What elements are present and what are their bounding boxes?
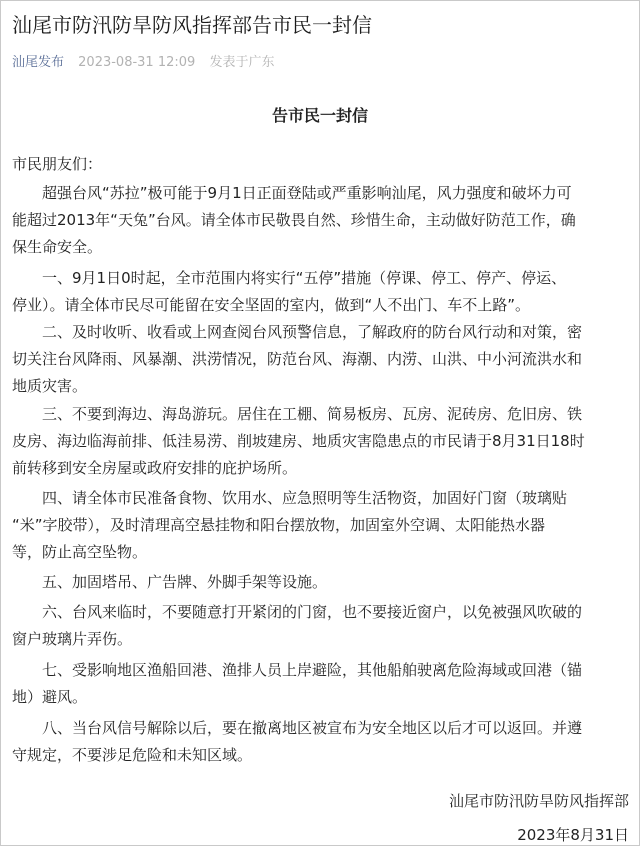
- paragraph-item-1: [12, 265, 566, 319]
- paragraph-line: 地）避风。: [12, 688, 88, 706]
- paragraph-line: 一、9月1日0时起，全市范围内将实行“五停”措施（停课、停工、停产、停运、: [12, 269, 567, 287]
- article-meta: [12, 53, 284, 73]
- letter-greeting: 市民朋友们：: [12, 155, 103, 173]
- paragraph-intro: [12, 180, 576, 261]
- paragraph-line: 超强台风“苏拉”极可能于9月1日正面登陆或严重影响汕尾，风力强度和破坏力可: [12, 184, 572, 202]
- letter-date: 2023年8月31日: [517, 826, 629, 844]
- paragraph-line: 八、当台风信号解除以后，要在撤离地区被宣布为安全地区以后才可以返回。并遵: [12, 719, 583, 737]
- paragraph-line: 切关注台风降雨、风暴潮、洪涝情况，防范台风、海潮、内涝、山洪、中小河流洪水和: [12, 350, 583, 368]
- paragraph-line: 三、不要到海边、海岛游玩。居住在工棚、简易板房、瓦房、泥砖房、危旧房、铁: [12, 405, 583, 423]
- paragraph-item-2: [12, 319, 582, 400]
- letter-signature: 汕尾市防汛防旱防风指挥部: [448, 792, 629, 810]
- paragraph-line: 皮房、海边临海前排、低洼易涝、削坡建房、地质灾害隐患点的市民请于8月31日18时: [12, 432, 585, 450]
- paragraph-line: 前转移到安全房屋或政府安排的庇护场所。: [12, 459, 298, 477]
- paragraph-line: 二、及时收听、收看或上网查阅台风预警信息，了解政府的防台风行动和对策，密: [12, 323, 583, 341]
- paragraph-line: 四、请全体市民准备食物、饮用水、应急照明等生活物资，加固好门窗（玻璃贴: [12, 489, 568, 507]
- paragraph-item-3: [12, 401, 585, 482]
- paragraph-item-4: [12, 485, 567, 566]
- paragraph-line: 窗户玻璃片弄伤。: [12, 630, 133, 648]
- paragraph-line: 保生命安全。: [12, 238, 103, 256]
- article-title: 汕尾市防汛防旱防风指挥部告市民一封信: [12, 13, 372, 37]
- paragraph-line: 守规定，不要涉足危险和未知区域。: [12, 746, 253, 764]
- paragraph-line: 六、台风来临时，不要随意打开紧闭的门窗，也不要接近窗户，以免被强风吹破的: [12, 603, 583, 621]
- paragraph-line: 停业）。请全体市民尽可能留在安全坚固的室内，做到“人不出门、车不上路”。: [12, 296, 531, 314]
- paragraph-item-8: [12, 715, 582, 769]
- paragraph-line: “米”字胶带），及时清理高空悬挂物和阳台摆放物，加固室外空调、太阳能热水器: [12, 516, 546, 534]
- paragraph-line: 七、受影响地区渔船回港、渔排人员上岸避险，其他船舶驶离危险海域或回港（锚: [12, 661, 583, 679]
- account-name-link[interactable]: 汕尾发布: [12, 55, 65, 70]
- publish-location: 发表于广东: [209, 55, 275, 70]
- paragraph-item-6: [12, 599, 582, 653]
- paragraph-item-7: [12, 657, 582, 711]
- letter-heading: 告市民一封信: [271, 106, 368, 125]
- publish-time: 2023-08-31 12:09: [78, 55, 196, 70]
- paragraph-line: 能超过2013年“天兔”台风。请全体市民敬畏自然、珍惜生命，主动做好防范工作，确: [12, 211, 576, 229]
- paragraph-item-5: [12, 569, 327, 596]
- paragraph-line: 五、加固塔吊、广告牌、外脚手架等设施。: [12, 573, 328, 591]
- paragraph-line: 地质灾害。: [12, 377, 88, 395]
- paragraph-line: 等，防止高空坠物。: [12, 543, 148, 561]
